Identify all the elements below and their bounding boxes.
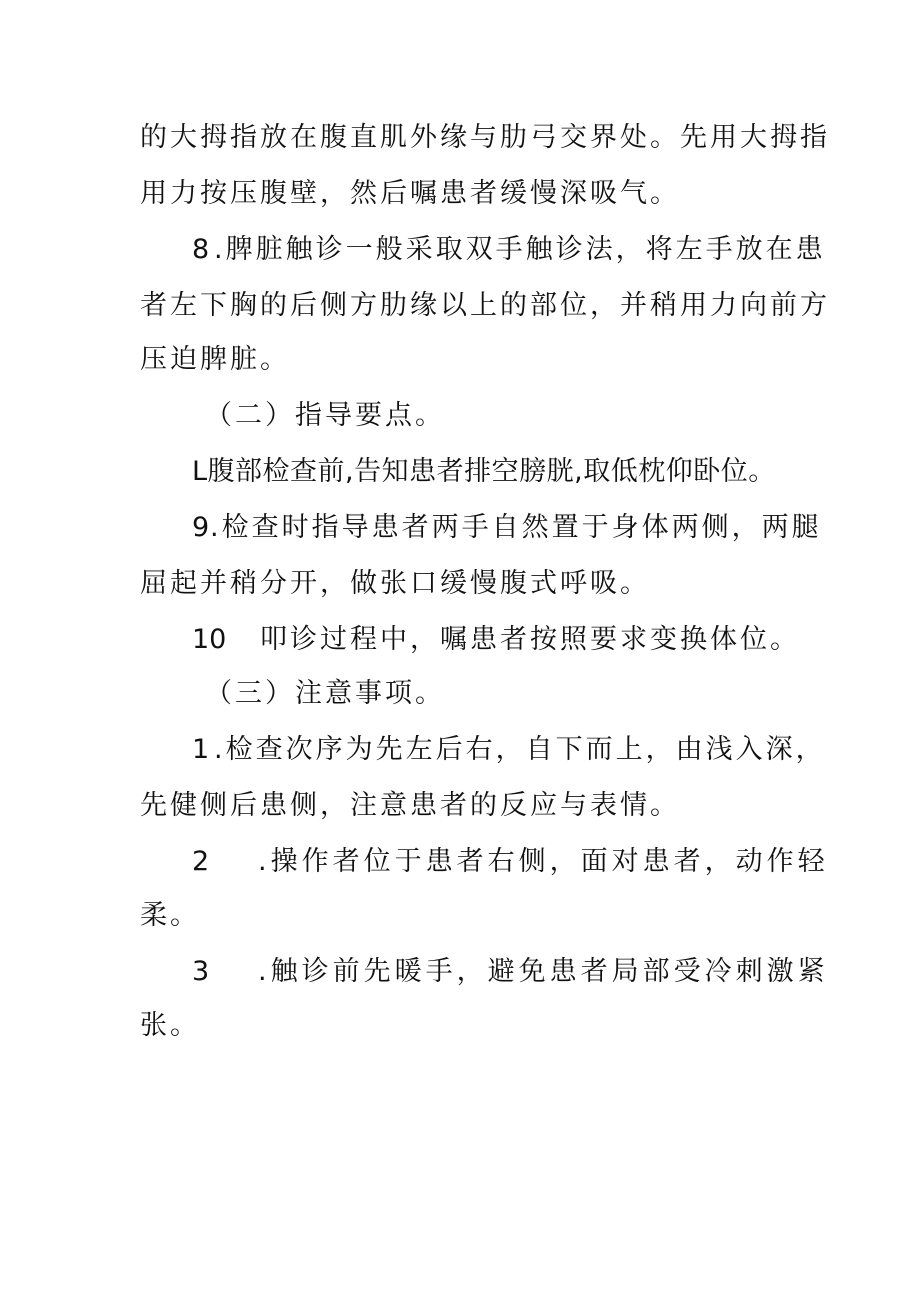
- paragraph-text: 压迫脾脏。: [140, 344, 290, 375]
- item-number: 3: [192, 956, 210, 987]
- text-line: [0, 1006, 920, 1046]
- item-number: 2: [192, 846, 210, 877]
- paragraph-text: 屈起并稍分开，做张口缓慢腹式呼吸。: [140, 568, 650, 599]
- paragraph-text: 的大拇指放在腹直肌外缘与肋弓交界处。先用大拇指: [140, 122, 830, 153]
- paragraph-text: 先健侧后患侧，注意患者的反应与表情。: [140, 790, 680, 821]
- paragraph-text: 柔。: [140, 900, 200, 931]
- section-heading: （三）注意事项。: [205, 678, 445, 709]
- paragraph-text: 者左下胸的后侧方肋缘以上的部位，并稍用力向前方: [140, 290, 830, 321]
- item-number: 1: [192, 734, 210, 765]
- paragraph-text: 用力按压腹壁，然后嘱患者缓慢深吸气。: [140, 178, 680, 209]
- item-number: 10: [192, 624, 227, 655]
- text-line: [0, 786, 920, 826]
- text-line: [0, 730, 920, 770]
- paragraph-text: .检查次序为先左后右，自下而上，由浅入深，: [214, 734, 826, 765]
- paragraph-text: L腹部检查前,告知患者排空膀胱,取低枕仰卧位。: [192, 456, 776, 487]
- item-number: 9: [192, 512, 210, 543]
- text-line: [0, 286, 920, 326]
- paragraph-text: .操作者位于患者右侧，面对患者，动作轻: [258, 846, 829, 877]
- text-line: [0, 118, 920, 158]
- text-line: [0, 452, 920, 492]
- text-line: [0, 564, 920, 604]
- paragraph-text: .检查时指导患者两手自然置于身体两侧，两腿: [210, 512, 822, 543]
- text-line: [0, 842, 920, 882]
- item-number: 8: [192, 234, 210, 265]
- text-line: [0, 340, 920, 380]
- text-line: [0, 674, 920, 714]
- text-line: [0, 174, 920, 214]
- paragraph-text: 叩诊过程中，嘱患者按照要求变换体位。: [260, 624, 800, 655]
- paragraph-text: .触诊前先暖手，避免患者局部受冷刺激紧: [258, 956, 829, 987]
- text-line: [0, 620, 920, 660]
- text-line: [0, 508, 920, 548]
- text-line: [0, 230, 920, 270]
- paragraph-text: 张。: [140, 1010, 200, 1041]
- text-line: [0, 896, 920, 936]
- text-line: [0, 952, 920, 992]
- paragraph-text: .脾脏触诊一般采取双手触诊法，将左手放在患: [214, 234, 826, 265]
- text-line: [0, 396, 920, 436]
- section-heading: （二）指导要点。: [205, 400, 445, 431]
